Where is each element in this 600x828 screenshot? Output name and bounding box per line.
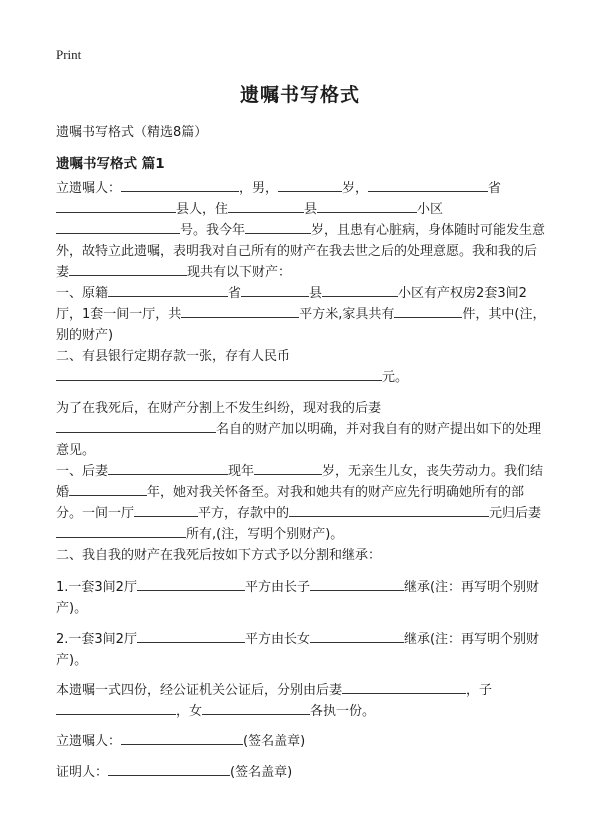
blank-testator-name [121,178,239,192]
blank-current-age [245,220,311,234]
paragraph-copies: 本遗嘱一式四份，经公证机关公证后，分别由后妻 ，子 ，女 各执一份。 [56,680,548,722]
paragraph-intent: 为了在我死后，在财产分割上不发生纠纷，现对我的后妻 名自的财产加以明确，并对我自有的财产提出如下的处理意见。 [56,401,542,458]
blank-wife-name-2 [56,419,216,433]
blank-testator-signature [121,731,243,745]
paragraph-testator-info: 立遗嘱人： ，男， 岁， 省县人，住 县 小区号。我今年 岁，且患有心脏病，身体随时可能发生意外，故特立此遗嘱，表明我对自己所有的财产在我去世之后的处理意愿。我和我的后妻 现共有以下财产： [56,178,548,283]
blank-county [56,199,176,213]
blank-total-area [181,304,299,318]
blank-origin-province [108,283,228,297]
blank-wife-name-4 [56,524,186,538]
blank-furniture-count [394,304,462,318]
blank-deposit-share [289,503,489,517]
signature-witness: 证明人： (签名盖章) [56,762,548,783]
blank-origin-county [241,283,309,297]
blank-copy-wife [342,680,466,694]
paragraph-wife-share: 一、后妻 现年 岁，无亲生儿女，丧失劳动力。我们结婚 年，她对我关怀备至。对我和她共有的财产应先行明确她所有的部分。一间一厅 平方，存款中的 元归后妻所有,(注，写明个别财产)。 [56,461,548,545]
section-heading: 遗嘱书写格式 篇1 [56,156,165,172]
page-subtitle: 遗嘱书写格式（精选8篇） [56,125,208,140]
blank-copy-daughter [202,701,310,715]
blank-residence [228,199,304,213]
paragraph-bank-deposit: 二、有县银行定期存款一张，存有人民币 元。 [56,349,409,385]
page-title: 遗嘱书写格式 [239,84,360,106]
blank-deposit-amount [56,367,382,381]
blank-son-name [310,577,404,591]
blank-age [278,178,342,192]
signature-testator: 立遗嘱人： (签名盖章) [56,731,548,752]
blank-district [317,199,417,213]
blank-daughter-area [137,629,245,643]
blank-son-area [137,577,245,591]
print-link[interactable]: Print [56,47,82,62]
paragraph-son-inheritance: 1.一套3间2厅 平方由长子 继承(注：再写明个别财产)。 [56,577,548,619]
blank-province [368,178,488,192]
blank-house-number [56,220,180,234]
blank-wife-name [69,262,187,276]
blank-witness-signature [108,762,230,776]
blank-daughter-name [310,629,404,643]
blank-marriage-years [69,482,147,496]
blank-origin-district [322,283,398,297]
blank-copy-son [56,701,176,715]
blank-wife-age [254,461,322,475]
paragraph-inheritance-intro: 二、我自我的财产在我死后按如下方式予以分割和继承： [56,548,382,563]
blank-room-area [134,503,198,517]
paragraph-daughter-inheritance: 2.一套3间2厅 平方由长女 继承(注：再写明个别财产)。 [56,629,548,671]
blank-wife-name-3 [108,461,228,475]
paragraph-property-list: 一、原籍 省 县 小区有产权房2套3间2厅，1套一间一厅，共 平方米,家具共有 件，其中(注，别的财产) [56,283,548,346]
